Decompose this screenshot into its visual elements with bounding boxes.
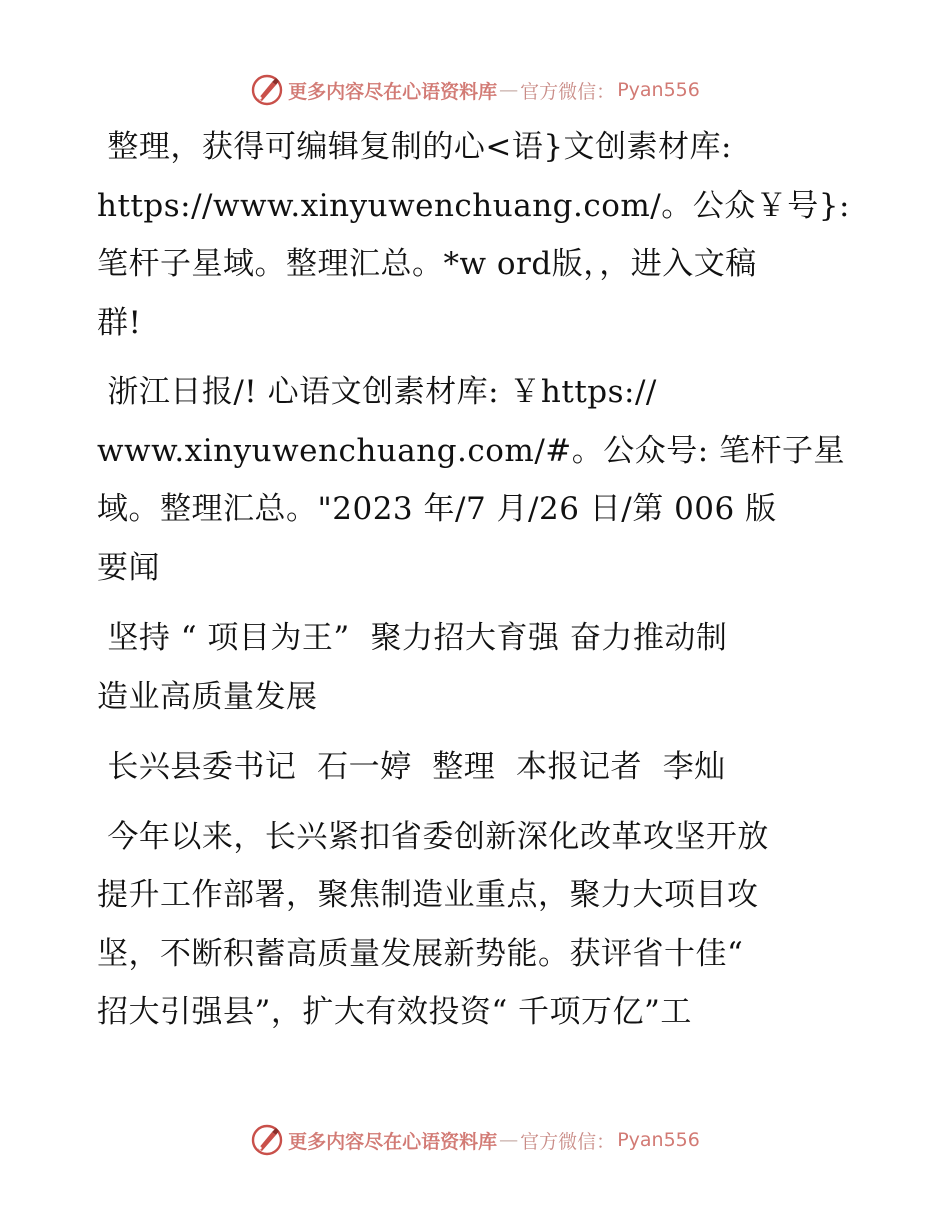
text-line: 整理，获得可编辑复制的心<语}文创素材库: xyxy=(97,129,732,165)
text-line: 要闻 xyxy=(97,549,160,586)
text-line: 域。整理汇总。"2023 年/7 月/26 日/第 006 版 xyxy=(97,491,777,527)
banner-wechat-label: 官方微信： xyxy=(520,1130,616,1153)
header-banner xyxy=(0,70,950,110)
text-line: 提升工作部署，聚焦制造业重点，聚力大项目攻 xyxy=(97,877,759,913)
text-line: 招大引强县”，扩大有效投资“ 千项万亿”工 xyxy=(97,994,692,1030)
paragraph-intro xyxy=(97,118,857,352)
banner-wechat-id: Pyan556 xyxy=(617,1129,700,1151)
article-headline xyxy=(97,609,857,726)
paragraph-source xyxy=(97,363,857,597)
banner-wechat-id: Pyan556 xyxy=(617,79,700,101)
banner-dash: — xyxy=(499,1129,519,1151)
text-line: 坚，不断积蓄高质量发展新势能。获评省十佳“ xyxy=(97,935,744,972)
document-body xyxy=(97,118,857,1042)
text-line: 浙江日报/! 心语文创素材库: ￥https:// xyxy=(97,374,657,410)
footer-banner xyxy=(0,1120,950,1160)
banner-dash: — xyxy=(499,79,519,101)
text-line: 今年以来，长兴紧扣省委创新深化改革攻坚开放 xyxy=(97,818,769,855)
banner-wechat-label: 官方微信： xyxy=(520,80,616,103)
text-line: https://www.xinyuwenchuang.com/。公众￥号}: xyxy=(97,187,850,224)
paragraph-body xyxy=(97,808,857,1042)
text-line: 笔杆子星域。整理汇总。*w ord版，，进入文稿 xyxy=(97,246,757,282)
article-byline xyxy=(97,738,857,797)
banner-site-text: 更多内容尽在心语资料库 xyxy=(288,1130,498,1153)
text-line: 群! xyxy=(97,304,142,341)
text-line: 坚持 “ 项目为王” 聚力招大育强 奋力推动制 xyxy=(97,620,728,656)
text-line: 长兴县委书记 石一婷 整理 本报记者 李灿 xyxy=(97,749,726,785)
text-line: 造业高质量发展 xyxy=(97,678,318,715)
pen-logo-icon xyxy=(250,1123,284,1157)
text-line: www.xinyuwenchuang.com/#。公众号: 笔杆子星 xyxy=(97,432,846,469)
pen-logo-icon xyxy=(250,73,284,107)
banner-site-text: 更多内容尽在心语资料库 xyxy=(288,80,498,103)
